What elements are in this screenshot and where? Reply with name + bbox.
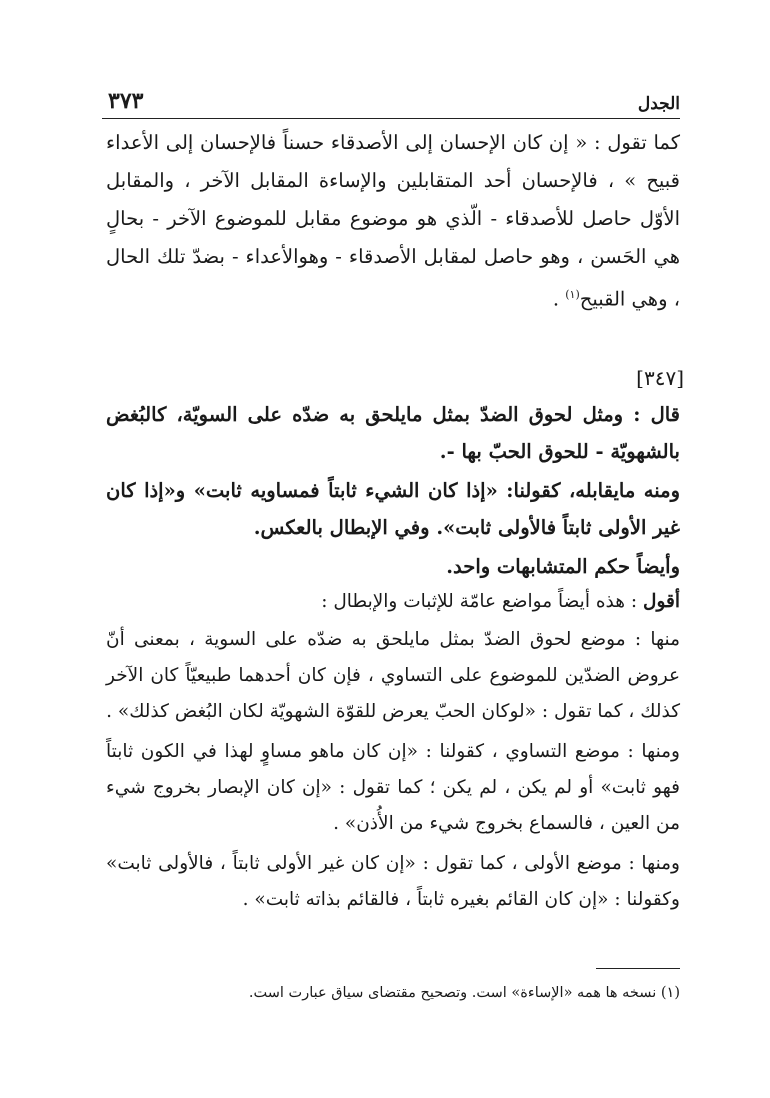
matn-paragraph	[106, 396, 680, 470]
footnote: (١) نسخه ها همه «الإساءة» است. وتصحيح مقتضاى سياق عبارت است.	[248, 985, 680, 1001]
matn-block	[106, 396, 680, 587]
page-number: ٣٧٣	[108, 88, 144, 114]
matn-text: : ومثل لحوق الضدّ بمثل مايلحق به ضدّه على السويّة، كالبُغض بالشهويّة - للحوق الحبّ بها -.	[106, 403, 680, 463]
paragraph-end: .	[552, 287, 566, 311]
footnote-reference: (١)	[565, 288, 580, 301]
paragraph-text: كما تقول : « إن كان الإحسان إلى الأصدقاء حسناً فالإحسان إلى الأعداء قبيح » ، فالإحسان أحد المتقابلين والإساءة المقابل الآخر ، والمقابل الأوّل حاصل للأصدقاء - الّذي هو موضوع مقابل للموضوع الآخر - بحالٍ هي الحَسن ، وهو حاصل لمقابل الأصدقاء - وهوالأعداء - بضدّ تلك الحال ، وهي القبيح	[106, 131, 680, 311]
commentary-block	[106, 622, 680, 922]
matn-paragraph: وأيضاً حكم المتشابهات واحد.	[446, 555, 680, 578]
footnote-divider	[596, 968, 680, 969]
commentary-label: أقول	[643, 591, 680, 612]
section-number: [٣٤٧]	[636, 366, 684, 390]
commentary-intro-text: : هذه أيضاً مواضع عامّة للإثبات والإبطال :	[321, 591, 644, 612]
continuation-paragraph	[106, 124, 680, 319]
commentary-paragraph: منها : موضع لحوق الضدّ بمثل مايلحق به ضدّه على السوية ، بمعنى أنّ عروض الضدّين للموضوع على التساوي ، فإن كان أحدهما طبيعيّاً كان الآخر كذلك ، كما تقول : «لوكان الحبّ يعرض للقوّة الشهويّة لكان البُغض كذلك» .	[106, 629, 680, 722]
matn-label: قال	[650, 403, 680, 426]
chapter-title: الجدل	[637, 94, 680, 114]
matn-paragraph: ومنه مايقابله، كقولنا: «إذا كان الشيء ثابتاً فمساويه ثابت» و«إذا كان غير الأولى ثابتاً فالأولى ثابت». وفي الإبطال بالعكس.	[106, 479, 680, 539]
commentary-intro	[106, 584, 680, 620]
commentary-paragraph: ومنها : موضع الأولى ، كما تقول : «إن كان غير الأولى ثابتاً ، فالأولى ثابت» وكقولنا : «إن كان القائم بغيره ثابتاً ، فالقائم بذاته ثابت» .	[106, 853, 680, 910]
commentary-paragraph: ومنها : موضع التساوي ، كقولنا : «إن كان ماهو مساوٍ لهذا في الكون ثابتاً فهو ثابت» أو لم يكن ، لم يكن ؛ كما تقول : «إن كان الإبصار بخروج شيء من العين ، فالسماع بخروج شيء من الأُذن» .	[106, 741, 680, 834]
page-header	[108, 78, 680, 114]
header-divider	[102, 118, 680, 119]
